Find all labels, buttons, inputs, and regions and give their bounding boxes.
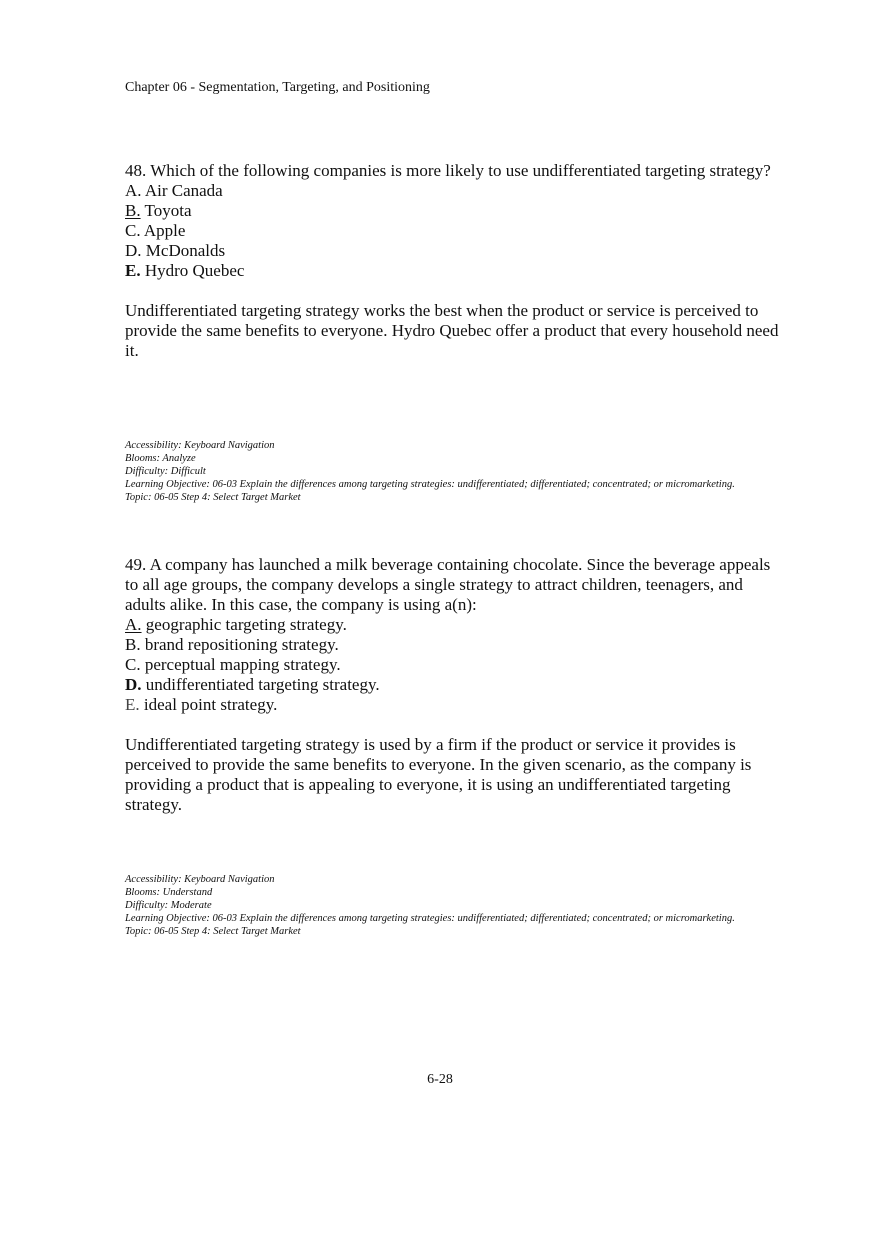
option-letter: E. <box>125 261 141 280</box>
meta-blooms: Blooms: Understand <box>125 887 213 898</box>
meta-blooms: Blooms: Analyze <box>125 453 196 464</box>
option-text: McDonalds <box>145 241 226 260</box>
meta-topic: Topic: 06-05 Step 4: Select Target Market <box>125 926 301 937</box>
option-text: Apple <box>143 221 186 240</box>
option-letter: D. <box>125 675 142 694</box>
answer-options <box>125 181 785 281</box>
question-text: A company has launched a milk beverage containing chocolate. Since the beverage appeals to all age groups, the company develops a single strategy to attract children, teenagers, and adults alike. In this case, the company is using a(n): <box>125 555 771 614</box>
meta-topic: Topic: 06-05 Step 4: Select Target Market <box>125 492 301 503</box>
meta-difficulty: Difficulty: Moderate <box>125 900 212 911</box>
answer-options <box>125 615 785 715</box>
option-letter: C. <box>125 221 141 240</box>
question-stem <box>125 161 785 181</box>
page-header: Chapter 06 - Segmentation, Targeting, and Positioning <box>125 80 430 95</box>
option-text: undifferentiated targeting strategy. <box>145 675 380 694</box>
option-e-correct <box>125 261 785 281</box>
option-text: Air Canada <box>144 181 223 200</box>
question-49 <box>125 555 785 815</box>
option-letter: C. <box>125 655 141 674</box>
option-b <box>125 635 785 655</box>
option-text: Hydro Quebec <box>144 261 245 280</box>
option-d-correct <box>125 675 785 695</box>
option-text: brand repositioning strategy. <box>144 635 339 654</box>
option-a <box>125 615 785 635</box>
option-letter: B. <box>125 635 141 654</box>
meta-difficulty: Difficulty: Difficult <box>125 466 206 477</box>
meta-learning-objective: Learning Objective: 06-03 Explain the differences among targeting strategies: undifferentiated; differentiated; concentrated; or micromarketing. <box>125 479 735 490</box>
option-letter: D. <box>125 241 142 260</box>
question-48 <box>125 161 785 361</box>
option-text: geographic targeting strategy. <box>145 615 347 634</box>
question-number: 48. <box>125 161 147 180</box>
option-d <box>125 241 785 261</box>
option-c <box>125 655 785 675</box>
question-metadata-48 <box>125 439 765 504</box>
meta-learning-objective: Learning Objective: 06-03 Explain the differences among targeting strategies: undifferentiated; differentiated; concentrated; or micromarketing. <box>125 913 735 924</box>
option-text: perceptual mapping strategy. <box>144 655 341 674</box>
answer-explanation: Undifferentiated targeting strategy is used by a firm if the product or service it provides is perceived to provide the same benefits to everyone. In the given scenario, as the company is providing a product that is appealing to everyone, it is using an undifferentiated targeting strategy. <box>125 735 752 814</box>
page-number: 6-28 <box>427 1072 453 1087</box>
option-b <box>125 201 785 221</box>
option-letter: E. <box>125 695 140 714</box>
option-letter: B. <box>125 201 141 220</box>
option-a <box>125 181 785 201</box>
option-text: Toyota <box>144 201 192 220</box>
question-metadata-49 <box>125 873 765 938</box>
meta-accessibility: Accessibility: Keyboard Navigation <box>125 440 275 451</box>
question-text: Which of the following companies is more likely to use undifferentiated targeting strategy? <box>150 161 771 180</box>
option-letter: A. <box>125 615 142 634</box>
question-stem <box>125 555 785 615</box>
question-number: 49. <box>125 555 147 574</box>
meta-accessibility: Accessibility: Keyboard Navigation <box>125 874 275 885</box>
option-text: ideal point strategy. <box>143 695 278 714</box>
option-e <box>125 695 785 715</box>
option-c <box>125 221 785 241</box>
option-letter: A. <box>125 181 142 200</box>
answer-explanation: Undifferentiated targeting strategy works the best when the product or service is perceived to provide the same benefits to everyone. Hydro Quebec offer a product that every household need it. <box>125 301 779 360</box>
